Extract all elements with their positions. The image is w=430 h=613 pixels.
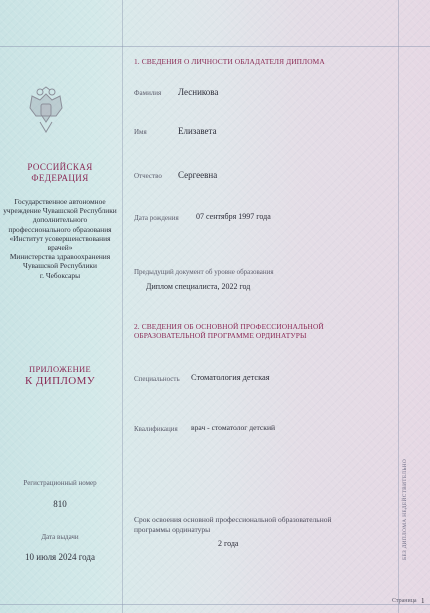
term-label-line2: программы ординатуры [134, 525, 211, 534]
org-line: «Институт усовершенствования [9, 233, 111, 243]
issue-date-block [0, 533, 120, 562]
section2-title-line2: ОБРАЗОВАТЕЛЬНОЙ ПРОГРАММЕ ОРДИНАТУРЫ [134, 331, 307, 340]
registration-number: 810 [53, 499, 67, 509]
coat-of-arms-emblem [26, 86, 66, 136]
org-line: дополнительного [32, 215, 88, 225]
term-value: 2 года [218, 539, 239, 548]
right-border-line [398, 0, 399, 613]
org-line: врачей» [47, 243, 73, 253]
name-label: Имя [134, 128, 147, 136]
appendix-line-2: К ДИПЛОМУ [24, 375, 96, 387]
qualification-label: Квалификация [134, 425, 178, 433]
country-line-1: РОССИЙСКАЯ [27, 162, 93, 172]
page-number: 1 [421, 597, 425, 605]
patronymic-label: Отчество [134, 172, 162, 180]
date-of-birth-value: 07 сентября 1997 года [196, 212, 271, 221]
previous-document-value: Диплом специалиста, 2022 год [146, 282, 251, 291]
specialty-label: Специальность [134, 375, 180, 383]
registration-number-label: Регистрационный номер [23, 479, 97, 487]
invalid-without-diploma-note: БЕЗ ДИПЛОМА НЕДЕЙСТВИТЕЛЬНО [402, 458, 408, 560]
org-line: учреждение Чувашской Республики [3, 206, 117, 216]
country-line-2: ФЕДЕРАЦИЯ [31, 173, 89, 183]
org-line: профессионального образования [8, 224, 112, 234]
appendix-title [0, 364, 120, 387]
name-value: Елизавета [178, 126, 217, 136]
org-line: Чувашской Республики [23, 261, 97, 271]
org-line: Государственное автономное [14, 197, 106, 206]
issue-date-label: Дата выдачи [41, 533, 79, 541]
country-name [0, 162, 120, 183]
previous-document-label: Предыдущий документ об уровне образования [134, 268, 274, 276]
page-label: Страница [392, 598, 417, 604]
patronymic-value: Сергеевна [178, 170, 218, 180]
section2-title-line1: 2. СВЕДЕНИЯ ОБ ОСНОВНОЙ ПРОФЕССИОНАЛЬНОЙ [134, 322, 324, 331]
date-of-birth-label: Дата рождения [134, 214, 179, 222]
term-label-line1: Срок освоения основной профессиональной образовательной [134, 515, 332, 524]
qualification-value: врач - стоматолог детский [191, 423, 276, 432]
surname-label: Фамилия [134, 89, 162, 97]
org-line: Министерства здравоохранения [9, 252, 111, 262]
specialty-value: Стоматология детская [191, 373, 270, 382]
section1-title: 1. СВЕДЕНИЯ О ЛИЧНОСТИ ОБЛАДАТЕЛЯ ДИПЛОМА [134, 57, 325, 66]
surname-value: Лесникова [178, 87, 219, 97]
appendix-line-1: ПРИЛОЖЕНИЕ [29, 364, 91, 374]
left-column-divider [122, 0, 123, 613]
issuing-organization [0, 197, 120, 280]
org-line: г. Чебоксары [39, 270, 81, 280]
registration-number-block [0, 479, 120, 509]
issue-date: 10 июля 2024 года [25, 552, 95, 562]
top-border-line [0, 46, 430, 47]
bottom-border-line [0, 604, 430, 605]
